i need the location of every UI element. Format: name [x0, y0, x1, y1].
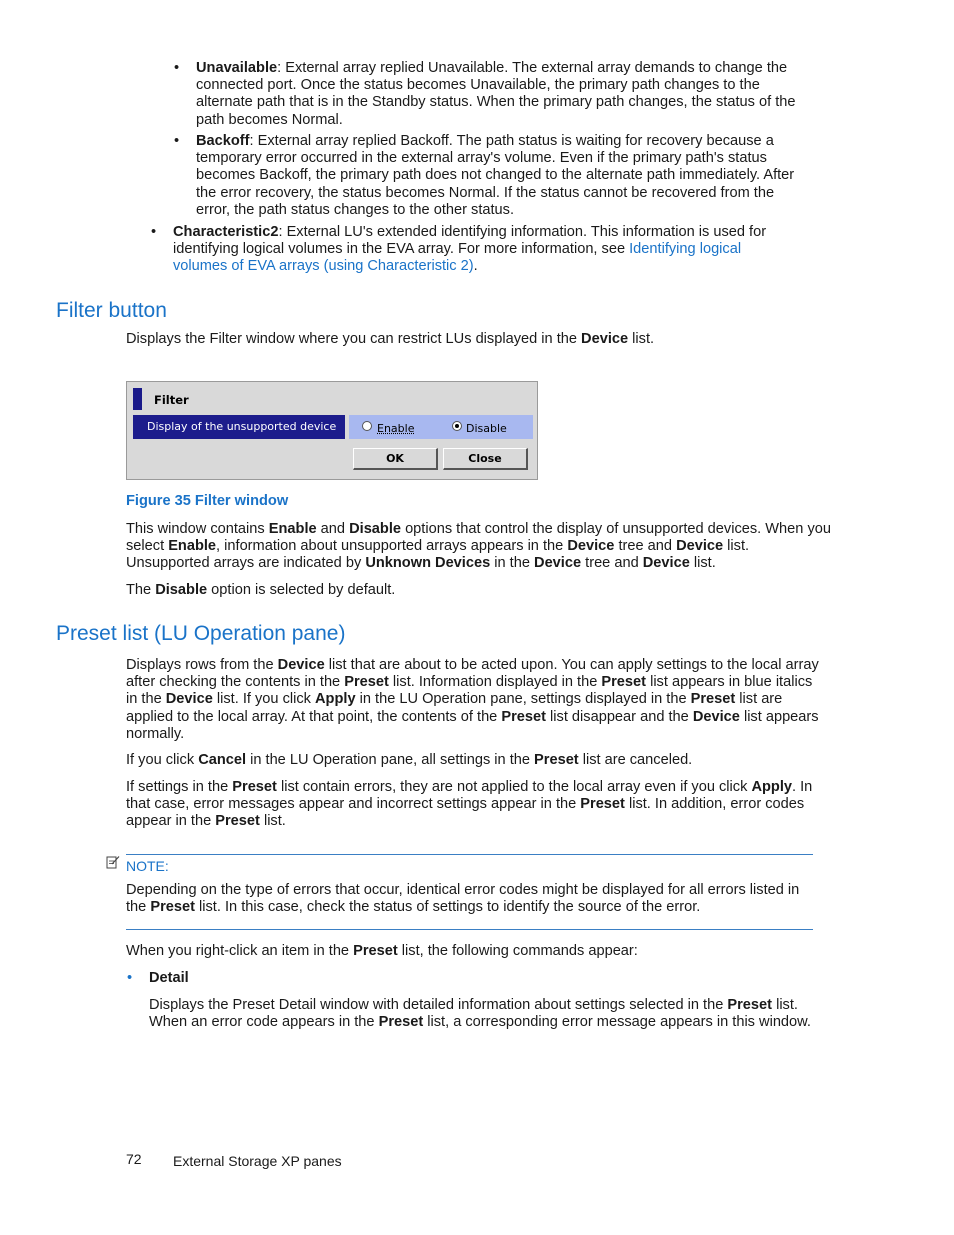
desc-backoff: : External array replied Backoff. The path status is waiting for recovery because a temporary error occurred in the external array's volume. Even if the primary path's status becomes Backoff, the primary path does not changed to the alternate path immediately. After the error recovery, the status becomes Normal. If the status cannot be recovered from the error, the path status changes to the other status. [196, 133, 795, 218]
text-run: Preset [501, 708, 546, 725]
text-run: list. If you click [212, 691, 316, 708]
text-run: list, the following commands appear: [397, 943, 638, 959]
text-run: Depending on the type of errors that occur, identical error codes might be displayed for all errors listed in the [126, 882, 800, 916]
text-run: Preset [232, 779, 277, 795]
text-run: Disable [155, 582, 208, 598]
note-rule-bottom [126, 929, 813, 930]
text-run: tree and [581, 555, 643, 572]
note-label: NOTE: [126, 858, 169, 874]
text-run: Preset [601, 674, 647, 691]
text-run: Displays the Preset Detail window with detailed information about settings selected in the [149, 997, 728, 1013]
text-run: Displays rows from the [126, 657, 278, 673]
ok-button[interactable]: OK [353, 448, 438, 470]
text-run: Device [581, 331, 629, 347]
title-bar-marker [133, 388, 142, 410]
text-run: list. Unsupported arrays are indicated by [126, 538, 750, 572]
heading-filter-button: Filter button [56, 299, 167, 322]
text-run: Preset [378, 1014, 424, 1031]
text-run: in the LU Operation pane, settings displayed in the [355, 691, 691, 708]
text-run: list. Information displayed in the [388, 674, 602, 691]
text-run: Preset [215, 813, 260, 830]
filter-window-title: Filter [154, 393, 189, 407]
text-run: list appears normally. [126, 708, 819, 742]
bullet-marker: • [174, 133, 180, 149]
text-run: , information about unsupported arrays appears in the [216, 538, 568, 555]
text-run: list. When an error code appears in the [149, 997, 798, 1031]
text-run: in the LU Operation pane, all settings in the [246, 752, 535, 768]
detail-item [127, 970, 189, 987]
text-run: Apply [751, 779, 792, 795]
preset-p3 [126, 779, 826, 831]
text-run: Preset [727, 997, 773, 1013]
term-unavailable: Unavailable [196, 60, 278, 76]
preset-p1 [126, 657, 821, 743]
bullet-marker: • [151, 224, 157, 240]
text-run: Device [534, 555, 582, 572]
text-run: Preset [690, 691, 736, 708]
text-run: Displays the Filter window where you can restrict LUs displayed in the [126, 331, 582, 347]
unsupported-device-options [349, 415, 533, 439]
bullet-unavailable [174, 60, 806, 129]
detail-desc [149, 997, 839, 1031]
desc-unavailable: : External array replied Unavailable. The external array demands to change the connected port. Once the status becomes Unavailable, the primary path changes to the alternate path that is in the Standby status. When the primary path changes, the status of the path becomes Normal. [196, 60, 796, 128]
text-run: list. In addition, error codes appear in the [126, 796, 805, 830]
close-button[interactable]: Close [443, 448, 528, 470]
page-number: 72 [126, 1151, 142, 1167]
bullet-backoff [174, 133, 806, 219]
text-run: Device [676, 538, 724, 555]
text-run: list. [259, 813, 286, 830]
figure-caption: Figure 35 Filter window [126, 493, 289, 509]
text-run: list. In this case, check the status of settings to identify the source of the error. [194, 899, 701, 916]
note-icon [106, 855, 120, 869]
text-run: tree and [614, 538, 677, 555]
enable-radio[interactable] [362, 421, 372, 431]
text-run: Unknown Devices [365, 555, 491, 572]
note-text [126, 882, 806, 916]
filter-desc-p1 [126, 521, 831, 573]
desc-characteristic2: : External LU's extended identifying information. This information is used for identifying logical volumes in the EVA array. For more information, see [173, 224, 767, 258]
text-run: Apply [315, 691, 356, 708]
disable-radio-label[interactable]: Disable [466, 422, 507, 435]
heading-preset-list: Preset list (LU Operation pane) [56, 622, 346, 645]
text-run: Device [277, 657, 325, 673]
text-run: list. [689, 555, 716, 572]
text-run: Preset [150, 899, 195, 916]
detail-term: Detail [149, 970, 189, 986]
disable-radio[interactable] [452, 421, 462, 431]
text-run: list appears in blue italics in the [126, 674, 813, 708]
text-run: list disappear and the [545, 708, 693, 725]
text-run: If settings in the [126, 779, 233, 795]
text-run: Device [642, 555, 690, 572]
filter-intro [126, 331, 826, 348]
term-characteristic2: Characteristic2 [173, 224, 279, 240]
enable-radio-label[interactable]: Enable [377, 422, 415, 435]
text-run: in the [490, 555, 535, 572]
text-run: When you right-click an item in the [126, 943, 354, 959]
text-run: Preset [534, 752, 579, 768]
bullet-marker: • [174, 60, 180, 76]
text-run: Device [567, 538, 615, 555]
rightclick-intro [126, 943, 826, 960]
text-run: option is selected by default. [207, 582, 396, 598]
text-run: list contain errors, they are not applied to the local array even if you click [276, 779, 752, 795]
unsupported-device-label: Display of the unsupported device [133, 415, 345, 439]
text-run: Disable [349, 521, 402, 537]
text-run: Preset [353, 943, 398, 959]
text-run: and [316, 521, 350, 537]
filter-desc-p2 [126, 582, 831, 599]
text-run: . In that case, error messages appear and incorrect settings appear in the [126, 779, 813, 813]
filter-window [126, 381, 538, 480]
text-run: Device [165, 691, 213, 708]
link-identifying-logical-volumes[interactable]: Identifying logical volumes of EVA arrays (using Characteristic 2) [173, 241, 742, 275]
bullet-marker: • [127, 970, 133, 986]
text-run: Device [692, 708, 740, 725]
text-run: list are applied to the local array. At that point, the contents of the [126, 691, 783, 725]
text-run: The [126, 582, 156, 598]
footer-title: External Storage XP panes [173, 1153, 342, 1169]
text-run: This window contains [126, 521, 269, 537]
text-run: If you click [126, 752, 199, 768]
note-rule-top [126, 854, 813, 855]
text-run: list, a corresponding error message appears in this window. [423, 1014, 811, 1031]
text-run: Enable [268, 521, 317, 537]
text-run: list that are about to be acted upon. You can apply settings to the local array after checking the contents in the [126, 657, 819, 691]
text-run: . [473, 258, 478, 275]
text-run: Cancel [198, 752, 247, 768]
text-run: Preset [344, 674, 389, 691]
text-run: Preset [580, 796, 625, 813]
text-run: list are canceled. [578, 752, 693, 768]
term-backoff: Backoff [196, 133, 250, 149]
text-run: Enable [168, 538, 217, 555]
text-run: options that control the display of unsupported devices. When you select [126, 521, 831, 555]
preset-p2 [126, 752, 826, 769]
text-run: list. [628, 331, 655, 347]
bullet-characteristic2 [151, 224, 788, 276]
